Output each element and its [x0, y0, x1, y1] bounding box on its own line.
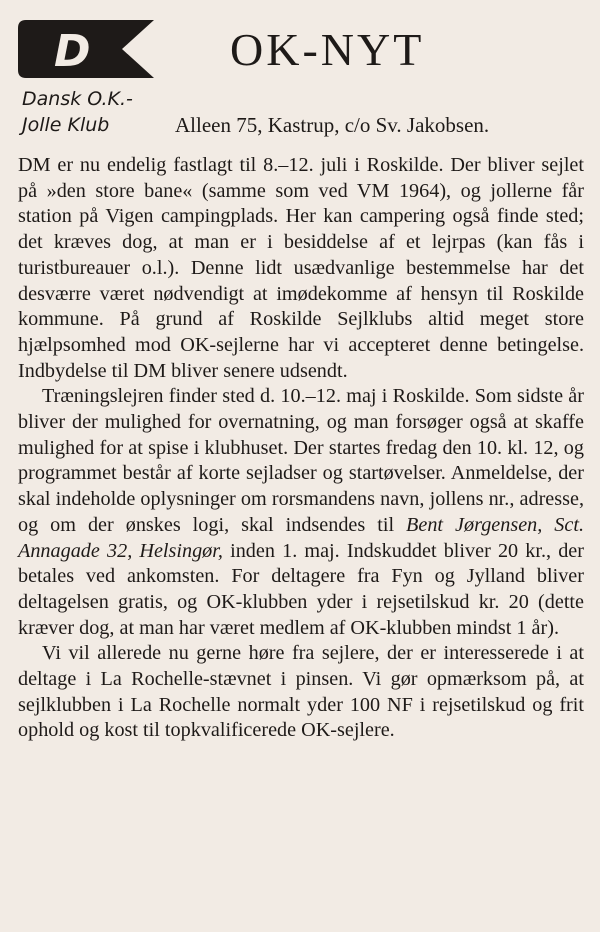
paragraph-training-camp: [18, 384, 584, 641]
club-address: Alleen 75, Kastrup, c/o Sv. Jakobsen.: [175, 113, 490, 137]
paragraph-dm: DM er nu endelig fastlagt til 8.–12. juli i Roskilde. Der bliver sejlet på »den store bane« (samme som ved VM 1964), og jollerne får station på Vigen campingplads. Her kan campering også finde sted; det kræves dog, at man er i besiddelse af et lejrpas (kan fås i turistbureauer o.l.). Denne lidt usædvanlige bestemmelse har det desværre været nødvendigt at imødekomme af hensyn til Roskilde kommune. På grund af Roskilde Sejlklubs altid meget store hjælpsomhed mod OK-sejlerne har vi accepteret denne betingelse. Indbydelse til DM bliver senere udsendt.: [18, 154, 584, 382]
header: [0, 0, 600, 150]
paragraph-la-rochelle: Vi vil allerede nu gerne høre fra sejlere, der er interesserede i at deltage i La Rochelle-stævnet i pinsen. Vi gør opmærksom på, at sejlklubben i La Rochelle normalt yder 100 NF i rejsetilskud og frit ophold og kost til topkvalificerede OK-sejlere.: [18, 642, 584, 742]
pennant-icon: [18, 18, 158, 80]
club-name: [22, 86, 162, 138]
club-logo: [18, 18, 158, 80]
paragraph-training-text-1: Træningslejren finder sted d. 10.–12. maj i Roskilde. Som sidste år bliver der mulighed for overnatning, og man forsøger også at skaffe mulighed for at spise i klubhuset. Der startes fredag den 10. kl. 12, og programmet består af korte sejladser og startøvelser. Anmeldelse, der skal indeholde oplysninger om rorsmandens navn, jollens nr., adresse, og om der ønskes logi, skal indsendes til: [18, 385, 584, 536]
contact-address: Bent Jørgensen, Sct. Annagade 32, Helsingør,: [18, 513, 584, 562]
page-title: OK-NYT: [230, 24, 425, 75]
paragraph-training-text-2: inden 1. maj. Indskuddet bliver 20 kr., der betales ved ankomsten. For deltagere fra Fyn og Jylland bliver deltagelsen gratis, og OK-klubben yder i rejsetilskud kr. 20 (dette kræver dog, at man har været medlem af OK-klubben mindst 1 år).: [18, 539, 584, 639]
club-name-line1: Dansk O.K.-: [22, 88, 133, 110]
article-body: [18, 153, 584, 744]
logo-letter: D: [54, 26, 91, 77]
club-name-line2: Jolle Klub: [22, 114, 110, 136]
